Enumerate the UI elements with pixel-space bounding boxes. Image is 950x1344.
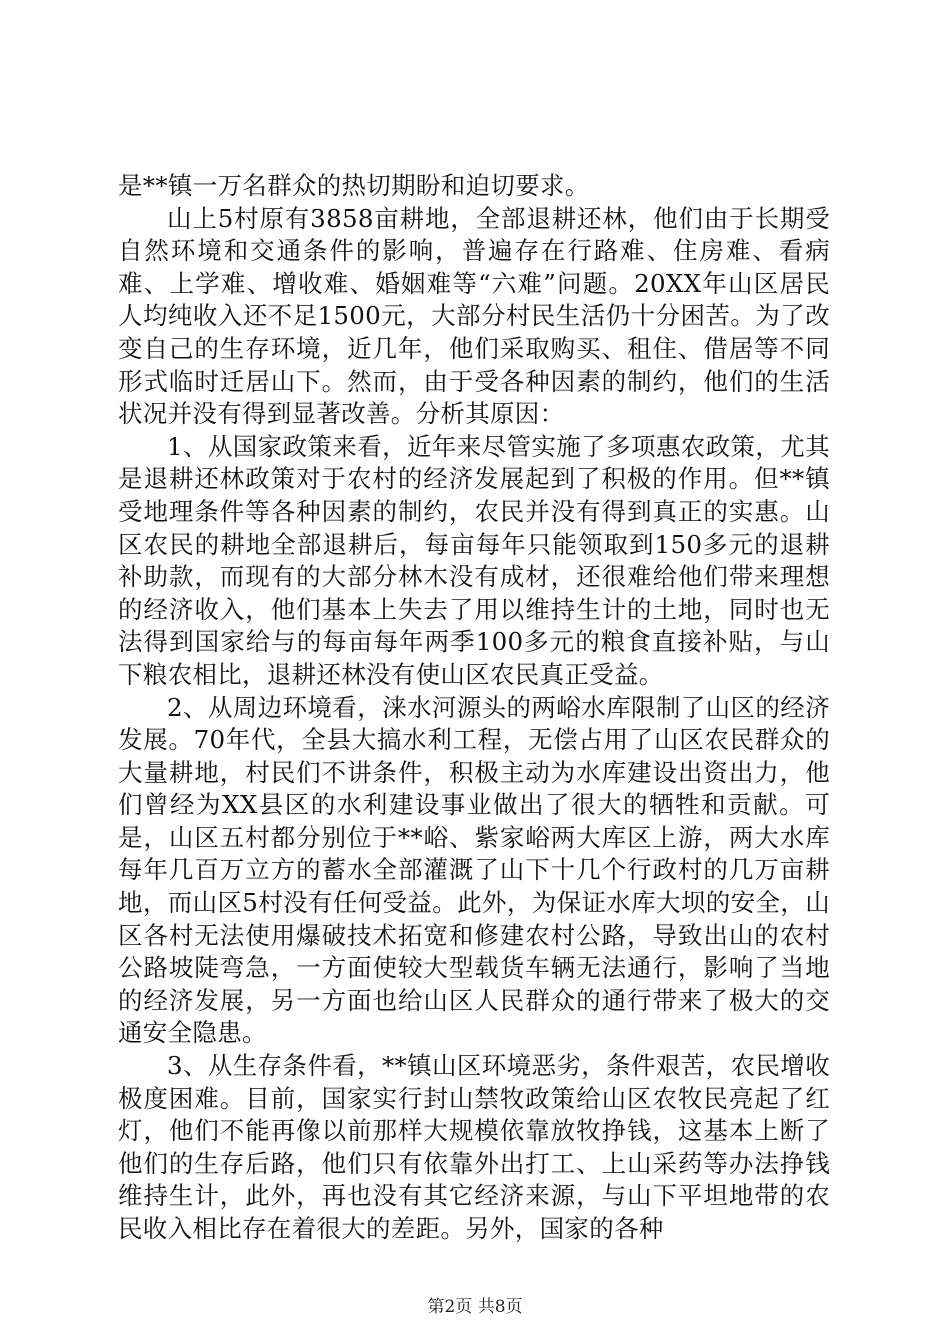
page-footer: 第2页 共8页: [427, 1297, 523, 1317]
paragraph-living-conditions: 3、从生存条件看，**镇山区环境恶劣，条件艰苦，农民增收极度困难。目前，国家实行封山禁牧政策给山区农牧民亮起了红灯，他们不能再像以前那样大规模依靠放牧挣钱，这基本上断了他们的生存后路，他们只有依靠外出打工、上山采药等办法挣钱维持生计，此外，再也没有其它经济来源，与山下平坦地带的农民收入相比存在着很大的差距。另外，国家的各种: [118, 1051, 830, 1243]
paragraph-policy: 1、从国家政策来看，近年来尽管实施了多项惠农政策，尤其是退耕还林政策对于农村的经济发展起到了积极的作用。但**镇受地理条件等各种因素的制约，农民并没有得到真正的实惠。山区农民的耕地全部退耕后，每亩每年只能领取到150多元的退耕补助款，而现有的大部分林木没有成材，还很难给他们带来理想的经济收入，他们基本上失去了用以维持生计的土地，同时也无法得到国家给与的每亩每年两季100多元的粮食直接补贴，与山下粮农相比，退耕还林没有使山区农民真正受益。: [118, 431, 830, 689]
paragraph-mountain-villages: 山上5村原有3858亩耕地，全部退耕还林，他们由于长期受自然环境和交通条件的影响，普遍存在行路难、住房难、看病难、上学难、增收难、婚姻难等“六难”问题。20XX年山区居民人均纯收入还不足1500元，大部分村民生活仍十分困苦。为了改变自己的生存环境，近几年，他们采取购买、租住、借居等不同形式临时迁居山下。然而，由于受各种因素的制约，他们的生活状况并没有得到显著改善。分析其原因：: [118, 203, 830, 429]
document-body: [118, 170, 830, 1246]
paragraph-environment: 2、从周边环境看，涞水河源头的两峪水库限制了山区的经济发展。70年代，全县大搞水利工程，无偿占用了山区农民群众的大量耕地，村民们不讲条件，积极主动为水库建设出资出力，他们曾经为XX县区的水利建设事业做出了很大的牺牲和贡献。可是，山区五村都分别位于**峪、紫家峪两大库区上游，两大水库每年几百万立方的蓄水全部灌溉了山下十几个行政村的几万亩耕地，而山区5村没有任何受益。此外，为保证水库大坝的安全，山区各村无法使用爆破技术拓宽和修建农村公路，导致出山的农村公路坡陡弯急，一方面使较大型载货车辆无法通行，影响了当地的经济发展，另一方面也给山区人民群众的通行带来了极大的交通安全隐患。: [118, 692, 830, 1048]
paragraph-continuation: 是**镇一万名群众的热切期盼和迫切要求。: [118, 171, 590, 200]
